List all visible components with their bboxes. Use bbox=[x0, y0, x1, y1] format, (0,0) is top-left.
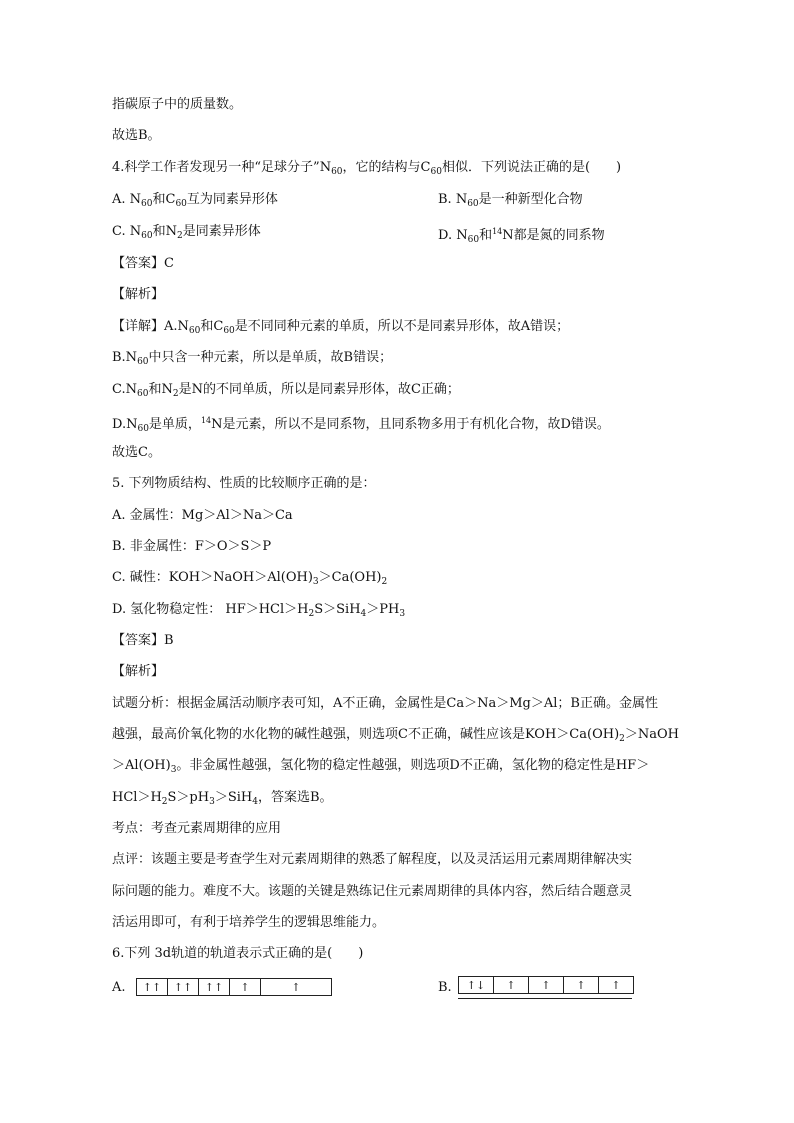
text-line: 指碳原子中的质量数。 bbox=[112, 97, 243, 112]
detail-line: $C.N_{60}$和$N_2$是N的不同单质，所以是同素异形体，故C正确； bbox=[112, 382, 460, 399]
question-4: 4.科学工作者发现另一种“足球分子$”N_{60}$，它的结构与$C_{60}$相似．下列说法正确的是( ) bbox=[112, 160, 622, 177]
option-c: C. $N_{60}$和$N_2$是同素异形体 bbox=[112, 224, 261, 241]
analysis-line: $>Al(OH)_3$。非金属性越强，氢化物的稳定性越强，则选项D不正确，氢化物的稳定性是HF＞ bbox=[112, 758, 650, 775]
orbital-box: ↑↓ bbox=[459, 977, 494, 993]
text-line: 故选C。 bbox=[112, 445, 161, 460]
analysis-line: $HCl>H_2S>pH_3>SiH_4$，答案选B。 bbox=[112, 790, 333, 807]
detail-line: 【详解】$A.N_{60}$和$C_{60}$是不同同种元素的单质，所以不是同素异形体，故A错误； bbox=[112, 319, 570, 336]
orbital-box: ↑ bbox=[291, 980, 301, 994]
option-a-label: A. bbox=[112, 980, 126, 995]
comment-line: 活运用即可，有利于培养学生的逻辑思维能力。 bbox=[112, 915, 386, 930]
orbital-box: ↑↑ bbox=[168, 979, 199, 995]
question-6: 6.下列 3d轨道的轨道表示式正确的是( ) bbox=[112, 946, 364, 961]
orbital-box: ↑ bbox=[494, 977, 529, 993]
orbital-underline bbox=[458, 998, 632, 999]
option-a: A. 金属性：Mg＞Al＞Na＞Ca bbox=[112, 508, 293, 523]
option-b-label: B. bbox=[438, 980, 452, 995]
detail-line: $D.N_{60}$是单质，$^{14}$N是元素，所以不是同系物，且同系物多用于有机化合物，故D错误。 bbox=[112, 416, 610, 434]
orbital-box: ↑↑ bbox=[137, 979, 168, 995]
orbital-diagram-a bbox=[136, 978, 332, 996]
key-point: 考点：考查元素周期律的应用 bbox=[112, 821, 282, 836]
analysis-line: 试题分析：根据金属活动顺序表可知，A不正确，金属性是Ca＞Na＞Mg＞Al；B正确。金属性 bbox=[112, 696, 658, 711]
analysis-heading: 【解析】 bbox=[112, 664, 165, 679]
option-c: C. 碱性：$KOH>NaOH>Al(OH)_3>Ca(OH)_2$ bbox=[112, 570, 388, 587]
orbital-box: ↑↑ bbox=[199, 979, 230, 995]
detail-line: $B.N_{60}$中只含一种元素，所以是单质，故B错误； bbox=[112, 350, 393, 367]
orbital-box: ↑ bbox=[611, 978, 621, 992]
text-line: 故选B。 bbox=[112, 128, 161, 143]
question-5: 5. 下列物质结构、性质的比较顺序正确的是： bbox=[112, 476, 376, 491]
comment-line: 点评：该题主要是考查学生对元素周期律的熟悉了解程度，以及灵活运用元素周期律解决实 bbox=[112, 852, 633, 867]
option-b: B. $N_{60}$是一种新型化合物 bbox=[438, 192, 583, 209]
comment-line: 际问题的能力。难度不大。该题的关键是熟练记住元素周期律的具体内容，然后结合题意灵 bbox=[112, 884, 633, 899]
analysis-heading: 【解析】 bbox=[112, 287, 165, 302]
orbital-box: ↑ bbox=[529, 977, 564, 993]
answer-5: 【答案】B bbox=[112, 633, 174, 648]
option-row bbox=[112, 191, 278, 213]
option-d: D. $N_{60}$和$^{14}$N都是氮的同系物 bbox=[438, 227, 605, 245]
orbital-box: ↑ bbox=[230, 979, 261, 995]
option-a: A. $N_{60}$和$C_{60}$互为同素异形体 bbox=[112, 192, 278, 209]
option-d: D. 氢化物稳定性： $HF>HCl>H_2S>SiH_4>PH_3$ bbox=[112, 602, 406, 619]
orbital-box: ↑ bbox=[564, 977, 599, 993]
option-b: B. 非金属性：F＞O＞S＞P bbox=[112, 539, 272, 554]
answer-4: 【答案】C bbox=[112, 256, 174, 271]
orbital-diagram-b bbox=[458, 976, 634, 994]
analysis-line: 越强，最高价氧化物的水化物的碱性越强，则选项C不正确，碱性应该是$KOH>Ca(OH)_2>NaOH$ bbox=[112, 727, 679, 744]
